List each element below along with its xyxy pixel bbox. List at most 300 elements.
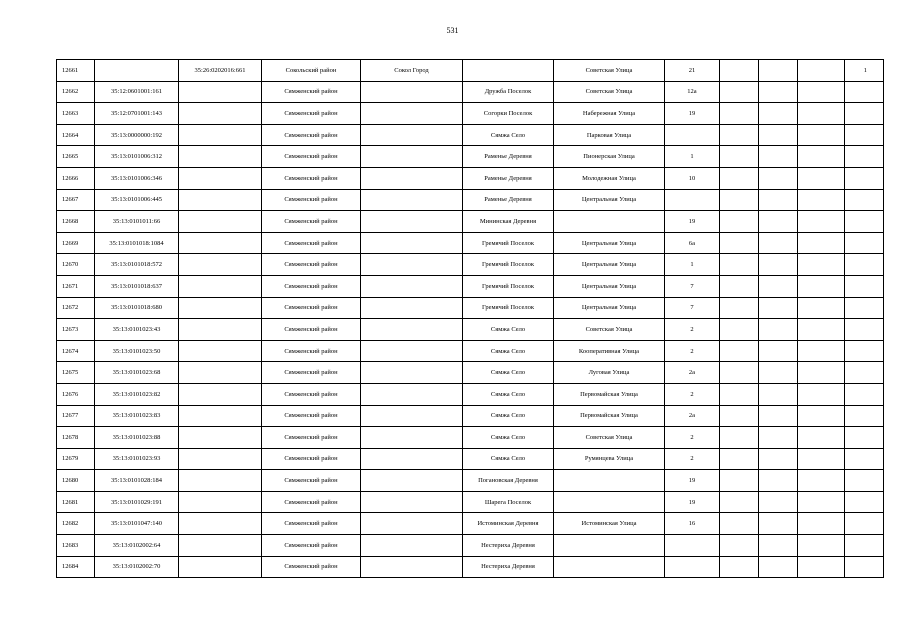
table-cell xyxy=(361,103,463,125)
table-cell: Сокольский район xyxy=(262,60,361,82)
table-cell xyxy=(845,124,884,146)
table-cell xyxy=(845,383,884,405)
table-cell: Сямжа Село xyxy=(463,427,554,449)
table-cell xyxy=(361,405,463,427)
table-cell xyxy=(179,232,262,254)
table-cell xyxy=(179,535,262,557)
table-cell: Гремячий Поселок xyxy=(463,275,554,297)
table-cell xyxy=(361,340,463,362)
table-cell: Сямженский район xyxy=(262,513,361,535)
table-cell xyxy=(361,427,463,449)
table-cell: 21 xyxy=(665,60,720,82)
table-cell: Набережная Улица xyxy=(554,103,665,125)
table-cell xyxy=(798,535,845,557)
table-cell: Сямженский район xyxy=(262,211,361,233)
table-cell: Сямжа Село xyxy=(463,319,554,341)
table-cell xyxy=(720,167,759,189)
table-cell: Румянцева Улица xyxy=(554,448,665,470)
table-cell: 12684 xyxy=(57,556,95,578)
table-cell xyxy=(798,146,845,168)
table-cell: Сямженский район xyxy=(262,189,361,211)
table-cell: 35:13:0102002:70 xyxy=(95,556,179,578)
table-row xyxy=(57,556,884,578)
table-cell xyxy=(798,297,845,319)
table-cell xyxy=(665,124,720,146)
table-cell: 2 xyxy=(665,383,720,405)
table-cell: Центральная Улица xyxy=(554,297,665,319)
table-cell: 35:13:0101047:140 xyxy=(95,513,179,535)
table-cell xyxy=(759,297,798,319)
table-cell xyxy=(179,189,262,211)
table-cell xyxy=(179,319,262,341)
table-row xyxy=(57,427,884,449)
table-cell: Нестериха Деревня xyxy=(463,556,554,578)
table-row xyxy=(57,362,884,384)
table-cell: Сямженский район xyxy=(262,254,361,276)
table-cell xyxy=(361,535,463,557)
table-cell: 35:13:0000000:192 xyxy=(95,124,179,146)
table-cell xyxy=(361,167,463,189)
table-cell: 35:26:0202016:661 xyxy=(179,60,262,82)
table-cell: 35:12:0701001:143 xyxy=(95,103,179,125)
table-cell: 19 xyxy=(665,103,720,125)
table-cell: Центральная Улица xyxy=(554,275,665,297)
table-cell: Истоминская Улица xyxy=(554,513,665,535)
table-cell: 35:13:0101018:637 xyxy=(95,275,179,297)
table-cell: 12664 xyxy=(57,124,95,146)
table-cell: Сямженский район xyxy=(262,535,361,557)
table-cell: Сямжа Село xyxy=(463,340,554,362)
table-cell xyxy=(179,556,262,578)
table-row xyxy=(57,232,884,254)
table-cell xyxy=(798,254,845,276)
table-cell xyxy=(845,405,884,427)
table-cell: Гремячий Поселок xyxy=(463,297,554,319)
table-cell: Сямженский район xyxy=(262,103,361,125)
table-cell: 2 xyxy=(665,427,720,449)
table-cell xyxy=(759,535,798,557)
table-cell xyxy=(361,232,463,254)
table-cell xyxy=(845,427,884,449)
table-cell: Парковая Улица xyxy=(554,124,665,146)
table-cell: 1 xyxy=(845,60,884,82)
table-cell xyxy=(720,340,759,362)
table-cell xyxy=(361,319,463,341)
table-cell xyxy=(798,556,845,578)
table-cell xyxy=(720,491,759,513)
table-cell: 12669 xyxy=(57,232,95,254)
table-cell: Согорки Поселок xyxy=(463,103,554,125)
table-cell xyxy=(798,124,845,146)
table-cell xyxy=(361,124,463,146)
table-cell: Сокол Город xyxy=(361,60,463,82)
table-cell: Первомайская Улица xyxy=(554,405,665,427)
table-cell xyxy=(845,535,884,557)
table-cell: Сямженский район xyxy=(262,146,361,168)
table-cell xyxy=(759,124,798,146)
table-cell xyxy=(720,232,759,254)
table-cell xyxy=(845,491,884,513)
table-cell: Нестериха Деревня xyxy=(463,535,554,557)
table-cell: Раменье Деревня xyxy=(463,189,554,211)
table-cell xyxy=(759,340,798,362)
table-cell: 35:13:0101006:346 xyxy=(95,167,179,189)
table-cell xyxy=(759,146,798,168)
table-cell: Сямжа Село xyxy=(463,405,554,427)
table-cell xyxy=(759,448,798,470)
table-cell xyxy=(720,297,759,319)
table-cell: Сямженский район xyxy=(262,297,361,319)
page-number: 531 xyxy=(446,26,459,35)
table-cell: 7 xyxy=(665,275,720,297)
table-cell xyxy=(179,362,262,384)
registry-table xyxy=(56,59,884,578)
table-cell xyxy=(798,189,845,211)
table-row xyxy=(57,189,884,211)
table-cell: 12667 xyxy=(57,189,95,211)
table-cell xyxy=(759,167,798,189)
table-cell xyxy=(759,319,798,341)
table-cell xyxy=(798,470,845,492)
table-cell xyxy=(759,275,798,297)
table-cell xyxy=(361,491,463,513)
table-row xyxy=(57,211,884,233)
table-cell xyxy=(720,535,759,557)
table-cell: 6а xyxy=(665,232,720,254)
table-cell: Советская Улица xyxy=(554,60,665,82)
table-cell xyxy=(845,448,884,470)
table-cell: 12679 xyxy=(57,448,95,470)
table-cell xyxy=(759,211,798,233)
table-cell xyxy=(361,297,463,319)
table-cell xyxy=(798,405,845,427)
table-cell xyxy=(845,297,884,319)
table-cell xyxy=(845,556,884,578)
table-cell: Сямженский район xyxy=(262,275,361,297)
table-cell xyxy=(845,146,884,168)
table-cell: 2 xyxy=(665,448,720,470)
table-cell: Центральная Улица xyxy=(554,232,665,254)
table-row xyxy=(57,297,884,319)
table-cell: Центральная Улица xyxy=(554,189,665,211)
table-cell: 35:13:0101018:572 xyxy=(95,254,179,276)
table-row xyxy=(57,340,884,362)
table-cell: Сямженский район xyxy=(262,556,361,578)
table-cell xyxy=(798,167,845,189)
table-cell xyxy=(845,275,884,297)
table-cell xyxy=(720,383,759,405)
table-cell: 16 xyxy=(665,513,720,535)
table-cell: Шарега Поселок xyxy=(463,491,554,513)
table-cell xyxy=(798,211,845,233)
table-cell: 12665 xyxy=(57,146,95,168)
table-cell: Сямженский район xyxy=(262,81,361,103)
table-cell xyxy=(759,103,798,125)
table-cell xyxy=(720,319,759,341)
table-cell xyxy=(665,556,720,578)
table-cell: Раменье Деревня xyxy=(463,167,554,189)
table-cell: 2 xyxy=(665,340,720,362)
table-cell: 35:13:0102002:64 xyxy=(95,535,179,557)
table-cell xyxy=(179,297,262,319)
table-cell xyxy=(361,211,463,233)
table-cell xyxy=(845,211,884,233)
table-cell: 35:13:0101023:43 xyxy=(95,319,179,341)
table-cell xyxy=(759,254,798,276)
table-cell xyxy=(759,470,798,492)
table-cell: Сямженский район xyxy=(262,470,361,492)
table-cell xyxy=(179,103,262,125)
table-cell: 12676 xyxy=(57,383,95,405)
table-cell: 12683 xyxy=(57,535,95,557)
table-cell xyxy=(179,405,262,427)
table-cell: Мининская Деревня xyxy=(463,211,554,233)
table-cell xyxy=(179,383,262,405)
table-cell xyxy=(759,556,798,578)
table-cell xyxy=(720,60,759,82)
table-cell: Сямженский район xyxy=(262,362,361,384)
table-cell: 35:13:0101023:93 xyxy=(95,448,179,470)
table-cell xyxy=(179,81,262,103)
table-cell xyxy=(720,124,759,146)
table-cell: Сямжа Село xyxy=(463,362,554,384)
table-cell xyxy=(759,383,798,405)
table-cell xyxy=(179,146,262,168)
table-cell xyxy=(720,405,759,427)
table-cell: 2а xyxy=(665,405,720,427)
table-cell xyxy=(179,275,262,297)
table-cell: 35:13:0101023:83 xyxy=(95,405,179,427)
table-cell: 35:13:0101023:88 xyxy=(95,427,179,449)
table-row xyxy=(57,60,884,82)
table-cell: Раменье Деревня xyxy=(463,146,554,168)
table-row xyxy=(57,319,884,341)
table-cell xyxy=(798,103,845,125)
table-cell: 2 xyxy=(665,319,720,341)
table-cell xyxy=(95,60,179,82)
table-cell: 12670 xyxy=(57,254,95,276)
table-cell xyxy=(759,60,798,82)
table-cell xyxy=(361,470,463,492)
table-row xyxy=(57,383,884,405)
table-cell xyxy=(720,81,759,103)
table-cell: 35:13:0101023:50 xyxy=(95,340,179,362)
table-cell: 35:13:0101029:191 xyxy=(95,491,179,513)
table-cell: 12а xyxy=(665,81,720,103)
table-cell xyxy=(361,448,463,470)
table-cell xyxy=(798,362,845,384)
table-cell: Центральная Улица xyxy=(554,254,665,276)
table-cell xyxy=(179,124,262,146)
table-cell: Сямженский район xyxy=(262,232,361,254)
table-cell xyxy=(798,427,845,449)
table-cell xyxy=(179,427,262,449)
table-cell: 12671 xyxy=(57,275,95,297)
table-cell xyxy=(798,319,845,341)
table-cell: Гремячий Поселок xyxy=(463,232,554,254)
table-cell xyxy=(361,383,463,405)
table-cell: Молодежная Улица xyxy=(554,167,665,189)
table-cell xyxy=(720,146,759,168)
table-cell xyxy=(798,60,845,82)
table-cell: Гремячий Поселок xyxy=(463,254,554,276)
table-cell: 7 xyxy=(665,297,720,319)
table-cell: 12663 xyxy=(57,103,95,125)
table-cell xyxy=(554,535,665,557)
table-cell xyxy=(720,254,759,276)
table-cell xyxy=(720,427,759,449)
table-cell xyxy=(798,491,845,513)
table-cell: 1 xyxy=(665,254,720,276)
table-cell: 12677 xyxy=(57,405,95,427)
table-cell: 19 xyxy=(665,491,720,513)
table-cell xyxy=(798,513,845,535)
table-cell xyxy=(361,189,463,211)
table-cell xyxy=(720,103,759,125)
table-cell: 12661 xyxy=(57,60,95,82)
table-cell: Советская Улица xyxy=(554,319,665,341)
table-cell xyxy=(845,254,884,276)
table-row xyxy=(57,405,884,427)
table-cell xyxy=(463,60,554,82)
table-row xyxy=(57,275,884,297)
table-row xyxy=(57,124,884,146)
table-cell xyxy=(845,232,884,254)
table-cell xyxy=(361,81,463,103)
table-cell: Сямжа Село xyxy=(463,448,554,470)
table-cell xyxy=(845,513,884,535)
table-cell: 19 xyxy=(665,470,720,492)
table-cell xyxy=(720,556,759,578)
table-cell: Кооперативная Улица xyxy=(554,340,665,362)
table-cell: Дружба Поселок xyxy=(463,81,554,103)
table-cell: 35:13:0101018:1084 xyxy=(95,232,179,254)
table-cell: Сямженский район xyxy=(262,124,361,146)
table-cell: 10 xyxy=(665,167,720,189)
table-cell: 35:13:0101006:312 xyxy=(95,146,179,168)
table-cell xyxy=(798,232,845,254)
table-cell: 35:13:0101011:66 xyxy=(95,211,179,233)
table-cell xyxy=(798,448,845,470)
table-cell xyxy=(759,232,798,254)
table-cell: 12668 xyxy=(57,211,95,233)
table-cell xyxy=(720,362,759,384)
table-cell xyxy=(361,146,463,168)
table-row xyxy=(57,491,884,513)
table-cell xyxy=(759,405,798,427)
table-cell: Советская Улица xyxy=(554,81,665,103)
table-cell: 35:13:0101018:680 xyxy=(95,297,179,319)
table-row xyxy=(57,81,884,103)
table-cell: Сямженский район xyxy=(262,491,361,513)
table-cell: 12673 xyxy=(57,319,95,341)
table-cell xyxy=(845,167,884,189)
table-cell xyxy=(665,189,720,211)
table-cell xyxy=(554,211,665,233)
table-cell xyxy=(720,448,759,470)
registry-table-body xyxy=(57,60,884,578)
table-row xyxy=(57,513,884,535)
table-cell xyxy=(759,189,798,211)
table-cell: Советская Улица xyxy=(554,427,665,449)
table-cell xyxy=(179,167,262,189)
table-cell: Сямжа Село xyxy=(463,124,554,146)
table-cell: 12682 xyxy=(57,513,95,535)
table-cell xyxy=(845,470,884,492)
table-cell xyxy=(798,340,845,362)
table-cell xyxy=(720,211,759,233)
table-cell: Сямженский район xyxy=(262,405,361,427)
table-cell xyxy=(361,556,463,578)
table-cell xyxy=(720,275,759,297)
table-cell xyxy=(845,81,884,103)
table-cell xyxy=(179,470,262,492)
table-cell: Сямженский район xyxy=(262,319,361,341)
table-cell: Луговая Улица xyxy=(554,362,665,384)
table-cell: 12672 xyxy=(57,297,95,319)
table-cell xyxy=(361,254,463,276)
table-cell xyxy=(720,470,759,492)
table-cell: Сямженский район xyxy=(262,383,361,405)
table-cell xyxy=(554,491,665,513)
table-cell: 12666 xyxy=(57,167,95,189)
table-cell: 35:13:0101023:82 xyxy=(95,383,179,405)
table-cell: 12662 xyxy=(57,81,95,103)
table-cell: 35:13:0101028:184 xyxy=(95,470,179,492)
table-cell xyxy=(845,340,884,362)
table-cell: Сямжа Село xyxy=(463,383,554,405)
table-row xyxy=(57,254,884,276)
table-cell xyxy=(554,556,665,578)
table-cell xyxy=(361,513,463,535)
table-cell: 2а xyxy=(665,362,720,384)
table-cell xyxy=(720,189,759,211)
table-cell: Сямженский район xyxy=(262,448,361,470)
table-row xyxy=(57,535,884,557)
table-cell xyxy=(759,491,798,513)
table-cell xyxy=(759,81,798,103)
table-cell xyxy=(361,275,463,297)
table-cell: Сямженский район xyxy=(262,427,361,449)
table-cell: 12678 xyxy=(57,427,95,449)
table-cell: Сямженский район xyxy=(262,340,361,362)
table-cell: 35:12:0601001:161 xyxy=(95,81,179,103)
table-row xyxy=(57,167,884,189)
table-cell: Сямженский район xyxy=(262,167,361,189)
table-cell: 35:13:0101006:445 xyxy=(95,189,179,211)
table-cell xyxy=(845,319,884,341)
table-cell: 12675 xyxy=(57,362,95,384)
table-cell xyxy=(665,535,720,557)
table-cell xyxy=(759,427,798,449)
table-cell xyxy=(845,189,884,211)
table-cell: Пионерская Улица xyxy=(554,146,665,168)
table-cell xyxy=(179,448,262,470)
table-cell: Первомайская Улица xyxy=(554,383,665,405)
table-cell xyxy=(759,513,798,535)
table-cell: 12680 xyxy=(57,470,95,492)
table-cell xyxy=(179,340,262,362)
table-cell xyxy=(720,513,759,535)
table-cell: 12674 xyxy=(57,340,95,362)
table-row xyxy=(57,103,884,125)
table-cell: Истоминская Деревня xyxy=(463,513,554,535)
table-row xyxy=(57,146,884,168)
table-cell xyxy=(554,470,665,492)
table-cell xyxy=(179,254,262,276)
table-cell xyxy=(798,81,845,103)
table-cell xyxy=(179,513,262,535)
